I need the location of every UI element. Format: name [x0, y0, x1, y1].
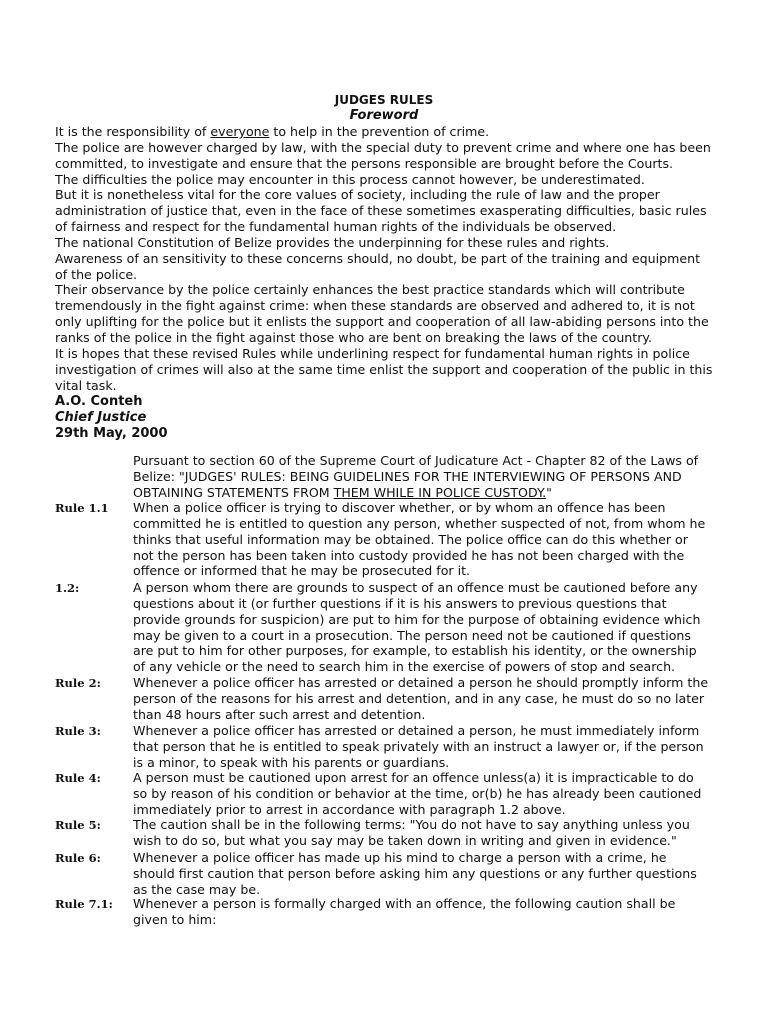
- intro-line: [133, 485, 723, 501]
- underlined-text: everyone: [210, 124, 270, 139]
- foreword-line: But it is nonetheless vital for the core values of society, including the rule of law and the proper: [55, 187, 660, 203]
- rule-line: provide grounds for suspicion) are put to him for the purpose of obtaining evidence which: [133, 611, 701, 627]
- rule-line: person of the reasons for his arrest and detention, and in any case, he must do so no later: [133, 690, 705, 706]
- rule-label: Rule 4:: [55, 771, 101, 785]
- intro-paragraph: [133, 453, 723, 501]
- text-segment: OBTAINING STATEMENTS FROM: [133, 484, 334, 500]
- rule-line: Whenever a police officer has arrested or detained a person, he must immediately inform: [133, 723, 700, 738]
- foreword-line: Awareness of an sensitivity to these concerns should, no doubt, be part of the training and equipment: [55, 250, 701, 266]
- text-segment: ": [546, 484, 552, 500]
- foreword-line: only uplifting for the police but it enlists the support and cooperation of all law-abiding persons into the: [55, 314, 709, 330]
- rule-line: The caution shall be in the following terms: "You do not have to say anything unless you: [133, 817, 690, 832]
- rule-line: so by reason of his condition or behavior at the time, or(b) he has already been cautioned: [133, 785, 702, 801]
- rule-text: [133, 850, 723, 898]
- text-segment: It is the responsibility of: [55, 124, 211, 139]
- rule-label: Rule 5:: [55, 818, 101, 832]
- rule-line: are put to him for other purposes, for example, to establish his identity, or the ownership: [133, 643, 697, 659]
- rule-line: Whenever a person is formally charged with an offence, the following caution shall be: [133, 896, 676, 911]
- signatory-date: 29th May, 2000: [55, 426, 168, 441]
- rule-text: [133, 675, 723, 723]
- rule-line: immediately prior to arrest in accordance with paragraph 1.2 above.: [133, 801, 566, 817]
- rule-line: than 48 hours after such arrest and detention.: [133, 706, 426, 722]
- rule-label: 1.2:: [55, 581, 80, 595]
- rule-text: [133, 500, 723, 579]
- rule-line: is a minor, to speak with his parents or guardians.: [133, 754, 450, 770]
- foreword-line: of the police.: [55, 266, 138, 282]
- rule-line: committed he is entitled to question any person, whether suspected of not, from whom he: [133, 515, 706, 531]
- rule-text: [133, 896, 723, 928]
- rule-label: Rule 1.1: [55, 501, 109, 515]
- rule-text: [133, 770, 723, 818]
- rule-label: Rule 6:: [55, 851, 101, 865]
- foreword-text: [55, 124, 720, 393]
- rule-line: as the case may be.: [133, 881, 261, 897]
- rule-line: Whenever a police officer has arrested or detained a person he should promptly inform the: [133, 675, 709, 690]
- foreword-line: administration of justice that, even in the face of these sometimes exasperating difficulties, basic rules: [55, 203, 707, 219]
- rule-line: A person must be cautioned upon arrest for an offence unless(a) it is impracticable to do: [133, 770, 694, 785]
- text-segment: to help in the prevention of crime.: [269, 124, 490, 139]
- rule-line: that person that he is entitled to speak privately with an instruct a lawyer or, if the person: [133, 738, 704, 754]
- rule-label: Rule 2:: [55, 676, 101, 690]
- rule-line: should first caution that person before asking him any questions or any further questions: [133, 865, 697, 881]
- intro-line: Belize: "JUDGES' RULES: BEING GUIDELINES FOR THE INTERVIEWING OF PERSONS AND: [133, 468, 682, 484]
- rule-line: When a police officer is trying to discover whether, or by whom an offence has been: [133, 500, 666, 515]
- foreword-line: The police are however charged by law, with the special duty to prevent crime and where one has been: [55, 139, 711, 155]
- rule-line: Whenever a police officer has made up his mind to charge a person with a crime, he: [133, 850, 667, 865]
- intro-line: Pursuant to section 60 of the Supreme Court of Judicature Act - Chapter 82 of the Laws of: [133, 453, 699, 468]
- foreword-line: vital task.: [55, 377, 117, 393]
- document-title: JUDGES RULES: [334, 93, 434, 107]
- foreword-line: of fairness and respect for the fundamental human rights of the individuals be observed.: [55, 219, 617, 235]
- rule-label: Rule 7.1:: [55, 897, 113, 911]
- foreword-heading: Foreword: [349, 108, 419, 123]
- rule-line: offence or informed that he may be prosecuted for it.: [133, 563, 471, 579]
- rule-line: may be given to a court in a prosecution. The person need not be cautioned if questions: [133, 627, 691, 643]
- foreword-line: The difficulties the police may encounter in this process cannot however, be underestimated.: [55, 171, 645, 187]
- rule-line: wish to do so, but what you say may be taken down in writing and given in evidence.": [133, 832, 677, 848]
- rule-line: A person whom there are grounds to suspect of an offence must be cautioned before any: [133, 580, 698, 595]
- rule-label: Rule 3:: [55, 724, 101, 738]
- rule-line: not the person has been taken into custody provided he has not been charged with the: [133, 547, 685, 563]
- foreword-line: ranks of the police in the fight against those who are bent on breaking the laws of the country.: [55, 329, 653, 345]
- rule-text: [133, 723, 723, 771]
- foreword-line: investigation of crimes will also at the same time enlist the support and cooperation of the public in this: [55, 361, 713, 377]
- foreword-line: [55, 124, 720, 140]
- rule-line: given to him:: [133, 911, 217, 927]
- rule-text: [133, 817, 723, 849]
- foreword-line: tremendously in the fight against crime: when these standards are observed and adhered to, it is not: [55, 298, 695, 314]
- foreword-line: It is hopes that these revised Rules while underlining respect for fundamental human rights in police: [55, 345, 690, 361]
- rule-line: questions about it (or further questions if it is his answers to previous questions that: [133, 595, 667, 611]
- signatory-name: A.O. Conteh: [55, 394, 143, 409]
- foreword-line: The national Constitution of Belize provides the underpinning for these rules and rights.: [55, 234, 610, 250]
- signatory-title: Chief Justice: [55, 410, 147, 425]
- rule-text: [133, 580, 723, 675]
- rule-line: of any vehicle or the need to search him in the exercise of powers of stop and search.: [133, 659, 676, 675]
- foreword-line: committed, to investigate and ensure that the persons responsible are brought before the Courts.: [55, 155, 674, 171]
- underlined-text: THEM WHILE IN POLICE CUSTODY.: [333, 484, 547, 500]
- foreword-line: Their observance by the police certainly enhances the best practice standards which will contribute: [55, 282, 685, 298]
- rule-line: thinks that useful information may be obtained. The police office can do this whether or: [133, 531, 688, 547]
